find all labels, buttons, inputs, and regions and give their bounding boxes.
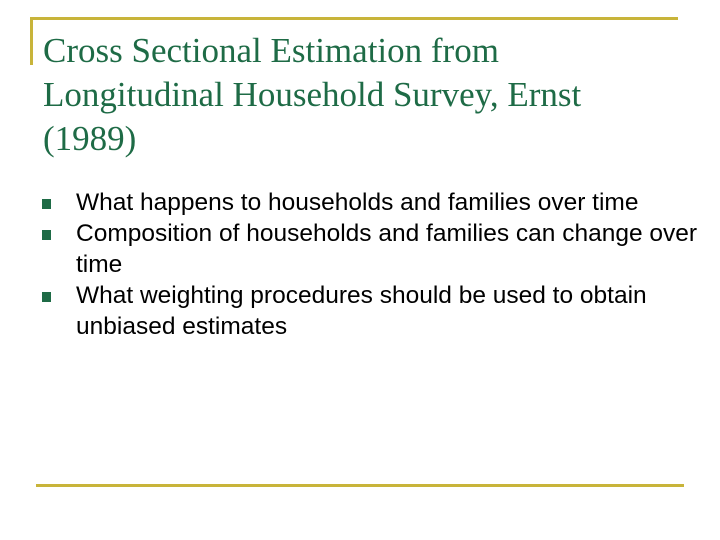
bottom-rule-line [36,484,684,487]
bullet-item [42,218,702,280]
bullet-text: What weighting procedures should be used to obtain unbiased estimates [76,282,647,340]
left-rule-line [30,17,33,65]
top-rule-line [30,17,678,20]
square-bullet-icon [42,292,51,302]
bullet-item [42,187,702,218]
bullet-list [42,187,702,342]
square-bullet-icon [42,230,51,240]
bullet-text: What happens to households and families over time [76,189,639,216]
slide-title: Cross Sectional Estimation from Longitudinal Household Survey, Ernst (1989) [43,31,582,158]
square-bullet-icon [42,199,51,209]
bullet-item [42,280,702,342]
bullet-text: Composition of households and families can change over time [76,220,698,278]
